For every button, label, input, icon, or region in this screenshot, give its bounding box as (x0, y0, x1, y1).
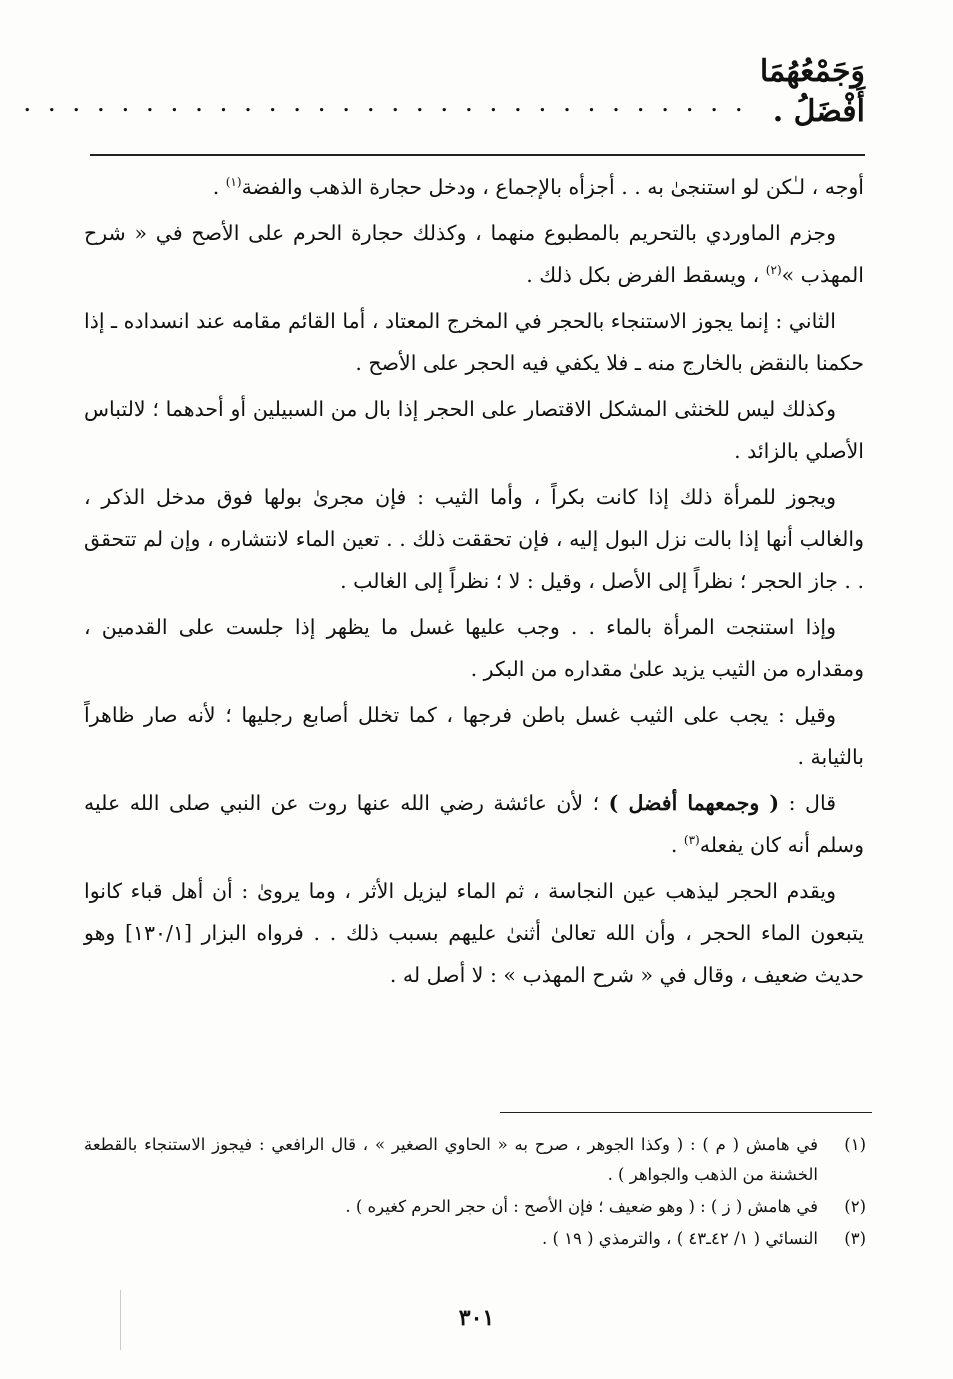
footnote-number: (٣) (844, 1229, 866, 1248)
footnote-ref-1[interactable]: (١) (225, 175, 242, 190)
footnote-2 (84, 1192, 866, 1222)
paragraph-4: وكذلك ليس للخنثى المشكل الاقتصار على الحجر إذا بال من السبيلين أو أحدهما ؛ لالتباس الأصلي بالزائد . (84, 397, 864, 463)
footnote-number: (٢) (844, 1197, 866, 1216)
main-text (84, 166, 864, 1000)
paragraph-8: قال : ( وجمعهما أفضل ) ؛ لأن عائشة رضي الله عنها روت عن النبي صلى الله عليه وسلم أنه كان يفعله$^{(٣)}$ . (84, 791, 864, 857)
running-header (24, 54, 865, 132)
footnote-text: في هامش ( م ) : ( وكذا الجوهر ، صرح به « الحاوي الصغير » ، قال الرافعي : فيجوز الاستنجاء بالقطعة الخشنة من الذهب والجواهر ) . (84, 1135, 818, 1184)
footnote-text: في هامش ( ز ) : ( وهو ضعيف ؛ فإن الأصح : أن حجر الحرم كغيره ) . (345, 1197, 818, 1216)
header-dots: . . . . . . . . . . . . . . . . . . . . . . . . . . . . . . (24, 95, 748, 116)
quoted-matn: ( وجمعهما أفضل ) (608, 791, 780, 815)
scan-mark (120, 1290, 121, 1350)
paragraph-9: ويقدم الحجر ليذهب عين النجاسة ، ثم الماء ليزيل الأثر ، وما يروىٰ : أن أهل قباء كانوا يتبعون الماء الحجر ، وأن الله تعالىٰ أثنىٰ عليهم بسبب ذلك . . فرواه البزار [١٣٠/١] وهو حديث ضعيف ، وقال في « شرح المهذب » : لا أصل له . (84, 879, 864, 987)
page-number: ٣٠١ (458, 1305, 495, 1331)
footnotes (84, 1130, 866, 1256)
paragraph-1: أوجه ، لـٰكن لو استنجىٰ به . . أجزأه بالإجماع ، ودخل حجارة الذهب والفضة$^{(١)}$ . (212, 175, 864, 199)
footnote-ref-2[interactable]: (٢) (765, 263, 782, 278)
header-rule (90, 154, 865, 156)
paragraph-6: وإذا استنجت المرأة بالماء . . وجب عليها غسل ما يظهر إذا جلست على القدمين ، ومقداره من الثيب يزيد علىٰ مقداره من البكر . (84, 615, 864, 681)
footnote-number: (١) (844, 1135, 866, 1154)
header-title: وَجَمْعُهُمَا أَفْضَلُ . (759, 54, 865, 129)
paragraph-5: ويجوز للمرأة ذلك إذا كانت بكراً ، وأما الثيب : فإن مجرىٰ بولها فوق مدخل الذكر ، والغالب أنها إذا بالت نزل البول إليه ، فإن تحققت ذلك . . تعين الماء لانتشاره ، وإن لم تتحقق . . جاز الحجر ؛ نظراً إلى الأصل ، وقيل : لا ؛ نظراً إلى الغالب . (84, 485, 864, 593)
footnote-rule (500, 1112, 872, 1113)
paragraph-7: وقيل : يجب على الثيب غسل باطن فرجها ، كما تخلل أصابع رجليها ؛ لأنه صار ظاهراً بالثيابة . (84, 703, 864, 769)
paragraph-3: الثاني : إنما يجوز الاستنجاء بالحجر في المخرج المعتاد ، أما القائم مقامه عند انسداده ـ إذا حكمنا بالنقض بالخارج منه ـ فلا يكفي فيه الحجر على الأصح . (84, 309, 864, 375)
footnote-text: النسائي ( ١/ ٤٢ـ٤٣ ) ، والترمذي ( ١٩ ) . (541, 1229, 818, 1248)
footnote-ref-3[interactable]: (٣) (683, 833, 700, 848)
footnote-1 (84, 1130, 866, 1190)
footnote-3 (84, 1224, 866, 1254)
paragraph-2: وجزم الماوردي بالتحريم بالمطبوع منهما ، وكذلك حجارة الحرم على الأصح في « شرح المهذب »$^{(٢)}$ ، ويسقط الفرض بكل ذلك . (84, 221, 864, 287)
